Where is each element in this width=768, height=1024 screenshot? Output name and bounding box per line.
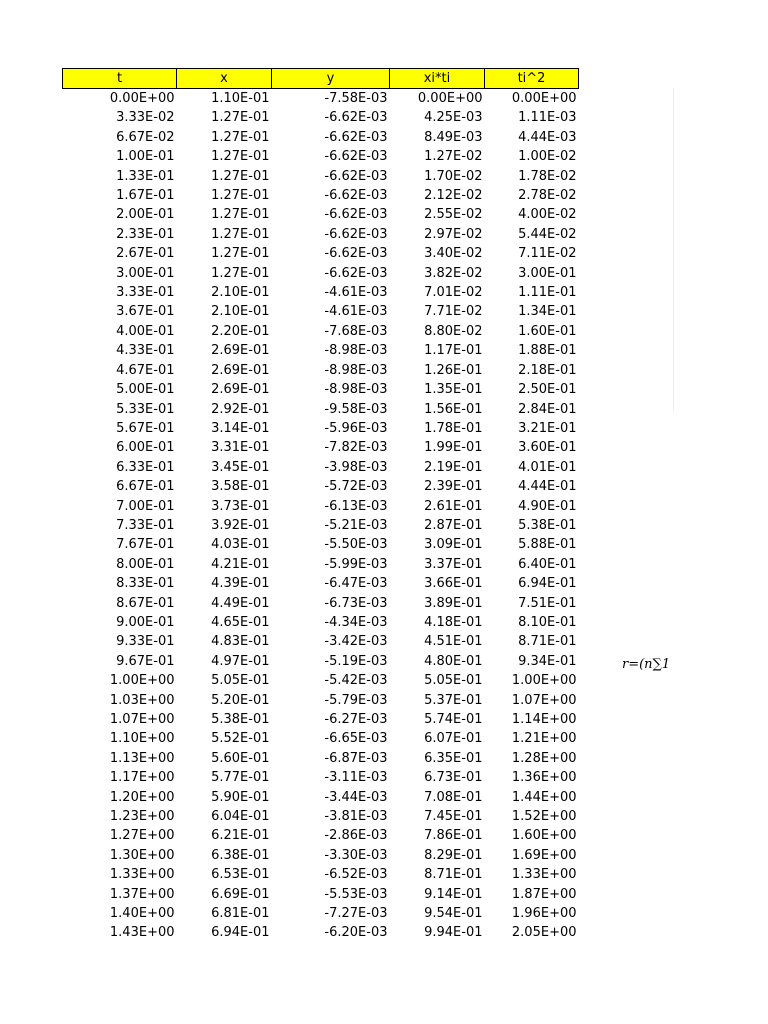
xi-ti-cell[interactable]: 3.82E-02 [424, 265, 483, 281]
ti-squared-cell[interactable]: 1.14E+00 [511, 712, 577, 727]
xi-ti-cell[interactable]: 1.56E-01 [424, 401, 483, 417]
table-row [63, 167, 579, 186]
x-cell[interactable]: 1.27E-01 [211, 149, 270, 165]
x-cell[interactable]: 6.81E-01 [211, 906, 270, 922]
table-row [63, 516, 579, 535]
table-row [63, 594, 579, 613]
x-cell[interactable]: 3.45E-01 [211, 459, 270, 475]
xi-ti-cell[interactable]: 5.05E-01 [424, 673, 483, 689]
ti-squared-cell[interactable]: 4.00E-02 [518, 207, 577, 223]
y-cell[interactable]: -5.50E-03 [324, 537, 388, 553]
table-row [63, 865, 579, 884]
table-row [63, 361, 579, 380]
x-cell[interactable]: 4.97E-01 [211, 653, 270, 669]
xi-ti-cell[interactable]: 9.94E-01 [424, 925, 483, 941]
table-row [63, 535, 579, 554]
y-cell[interactable]: -3.42E-03 [324, 634, 388, 650]
ti-squared-cell[interactable]: 6.40E-01 [518, 556, 577, 572]
t-cell[interactable]: 9.33E-01 [116, 634, 175, 650]
y-cell[interactable]: -5.53E-03 [324, 886, 388, 902]
t-cell[interactable]: 5.33E-01 [116, 401, 175, 417]
xi-ti-cell[interactable]: 2.12E-02 [424, 188, 483, 204]
ti-squared-cell[interactable]: 3.60E-01 [518, 440, 577, 456]
t-cell[interactable]: 1.00E+00 [109, 673, 175, 689]
table-row [63, 807, 579, 826]
xi-ti-cell[interactable]: 9.14E-01 [424, 886, 483, 902]
y-cell[interactable]: -6.62E-03 [324, 110, 388, 126]
table-row [63, 380, 579, 399]
t-cell[interactable]: 1.13E+00 [109, 750, 175, 766]
x-cell[interactable]: 5.20E-01 [211, 692, 270, 708]
xi-ti-cell[interactable]: 8.49E-03 [424, 129, 483, 145]
table-row [63, 652, 579, 671]
xi-ti-cell[interactable]: 2.19E-01 [424, 459, 483, 475]
formula-text[interactable]: r=(n∑1 [622, 657, 671, 672]
xi-ti-cell[interactable]: 4.25E-03 [424, 110, 483, 126]
x-cell[interactable]: 2.10E-01 [211, 304, 270, 320]
table-row [63, 904, 579, 923]
x-cell[interactable]: 2.10E-01 [211, 285, 270, 301]
ti-squared-cell[interactable]: 5.44E-02 [518, 226, 577, 242]
ti-squared-cell[interactable]: 2.84E-01 [518, 401, 577, 417]
y-cell[interactable]: -5.21E-03 [324, 517, 388, 533]
t-cell[interactable]: 8.67E-01 [116, 595, 175, 611]
y-cell[interactable]: -6.62E-03 [324, 149, 388, 165]
y-cell[interactable]: -6.62E-03 [324, 246, 388, 262]
ti-squared-cell[interactable]: 1.28E+00 [511, 750, 577, 766]
y-cell[interactable]: -9.58E-03 [324, 401, 388, 417]
ti-squared-cell[interactable]: 1.87E+00 [511, 886, 577, 902]
x-cell[interactable]: 1.27E-01 [211, 168, 270, 184]
table-row [63, 671, 579, 690]
y-cell[interactable]: -4.34E-03 [324, 614, 388, 630]
t-cell[interactable]: 1.23E+00 [109, 809, 175, 825]
y-cell[interactable]: -7.58E-03 [324, 91, 388, 106]
y-cell[interactable]: -6.47E-03 [324, 576, 388, 592]
t-cell[interactable]: 9.67E-01 [116, 653, 175, 669]
table-row [63, 826, 579, 845]
y-cell[interactable]: -4.61E-03 [324, 285, 388, 301]
x-cell[interactable]: 3.73E-01 [211, 498, 270, 514]
ti-squared-cell[interactable]: 3.00E-01 [518, 265, 577, 281]
xi-ti-cell[interactable]: 1.70E-02 [424, 168, 483, 184]
column-header-ti-squared[interactable]: ti^2 [485, 69, 579, 89]
xi-ti-cell[interactable]: 4.18E-01 [424, 614, 483, 630]
y-cell[interactable]: -3.81E-03 [324, 809, 388, 825]
table-row [63, 341, 579, 360]
y-cell[interactable]: -7.82E-03 [324, 440, 388, 456]
y-cell[interactable]: -5.72E-03 [324, 479, 388, 495]
table-row [63, 477, 579, 496]
t-cell[interactable]: 0.00E+00 [109, 91, 175, 106]
xi-ti-cell[interactable]: 5.37E-01 [424, 692, 483, 708]
data-table [62, 68, 579, 943]
xi-ti-cell[interactable]: 9.54E-01 [424, 906, 483, 922]
x-cell[interactable]: 1.27E-01 [211, 226, 270, 242]
column-header-xi-ti[interactable]: xi*ti [390, 69, 485, 89]
y-cell[interactable]: -5.79E-03 [324, 692, 388, 708]
y-cell[interactable]: -6.65E-03 [324, 731, 388, 747]
x-cell[interactable]: 2.92E-01 [211, 401, 270, 417]
x-cell[interactable]: 1.10E-01 [211, 91, 270, 106]
ti-squared-cell[interactable]: 9.34E-01 [518, 653, 577, 669]
x-cell[interactable]: 5.77E-01 [211, 770, 270, 786]
xi-ti-cell[interactable]: 3.66E-01 [424, 576, 483, 592]
x-cell[interactable]: 4.83E-01 [211, 634, 270, 650]
y-cell[interactable]: -3.30E-03 [324, 847, 388, 863]
x-cell[interactable]: 5.90E-01 [211, 789, 270, 805]
ti-squared-cell[interactable]: 1.60E-01 [518, 323, 577, 339]
table-row [63, 632, 579, 651]
y-cell[interactable]: -8.98E-03 [324, 382, 388, 398]
table-row [63, 400, 579, 419]
xi-ti-cell[interactable]: 3.89E-01 [424, 595, 483, 611]
y-cell[interactable]: -3.98E-03 [324, 459, 388, 475]
y-cell[interactable]: -4.61E-03 [324, 304, 388, 320]
ti-squared-cell[interactable]: 2.78E-02 [518, 188, 577, 204]
t-cell[interactable]: 1.37E+00 [109, 886, 175, 902]
table-row [63, 555, 579, 574]
table-row [63, 458, 579, 477]
x-cell[interactable]: 5.52E-01 [211, 731, 270, 747]
t-cell[interactable]: 1.43E+00 [109, 925, 175, 941]
ti-squared-cell[interactable]: 2.50E-01 [518, 382, 577, 398]
y-cell[interactable]: -6.62E-03 [324, 265, 388, 281]
xi-ti-cell[interactable]: 3.40E-02 [424, 246, 483, 262]
x-cell[interactable]: 4.39E-01 [211, 576, 270, 592]
t-cell[interactable]: 8.33E-01 [116, 576, 175, 592]
column-divider [673, 88, 674, 412]
ti-squared-cell[interactable]: 1.96E+00 [511, 906, 577, 922]
header-row [63, 69, 579, 89]
xi-ti-cell[interactable]: 5.74E-01 [424, 712, 483, 727]
t-cell[interactable]: 4.00E-01 [116, 323, 175, 339]
table-row [63, 497, 579, 516]
ti-squared-cell[interactable]: 1.07E+00 [511, 692, 577, 708]
x-cell[interactable]: 1.27E-01 [211, 246, 270, 262]
ti-squared-cell[interactable]: 1.44E+00 [511, 789, 577, 805]
xi-ti-cell[interactable]: 2.87E-01 [424, 517, 483, 533]
t-cell[interactable]: 4.33E-01 [116, 343, 175, 359]
x-cell[interactable]: 4.03E-01 [211, 537, 270, 553]
table-row [63, 244, 579, 263]
y-cell[interactable]: -7.68E-03 [324, 323, 388, 339]
xi-ti-cell[interactable]: 2.97E-02 [424, 226, 483, 242]
x-cell[interactable]: 1.27E-01 [211, 129, 270, 145]
xi-ti-cell[interactable]: 8.29E-01 [424, 847, 483, 863]
x-cell[interactable]: 1.27E-01 [211, 207, 270, 223]
ti-squared-cell[interactable]: 4.90E-01 [518, 498, 577, 514]
table-row [63, 302, 579, 321]
y-cell[interactable]: -5.42E-03 [324, 673, 388, 689]
xi-ti-cell[interactable]: 2.39E-01 [424, 479, 483, 495]
ti-squared-cell[interactable]: 5.88E-01 [518, 537, 577, 553]
xi-ti-cell[interactable]: 6.07E-01 [424, 731, 483, 747]
t-cell[interactable]: 2.00E-01 [116, 207, 175, 223]
ti-squared-cell[interactable]: 4.44E-03 [518, 129, 577, 145]
y-cell[interactable]: -6.52E-03 [324, 867, 388, 883]
ti-squared-cell[interactable]: 8.71E-01 [518, 634, 577, 650]
y-cell[interactable]: -3.11E-03 [324, 770, 388, 786]
y-cell[interactable]: -6.20E-03 [324, 925, 388, 941]
ti-squared-cell[interactable]: 1.60E+00 [511, 828, 577, 844]
t-cell[interactable]: 3.33E-01 [116, 285, 175, 301]
ti-squared-cell[interactable]: 7.51E-01 [518, 595, 577, 611]
x-cell[interactable]: 6.38E-01 [211, 847, 270, 863]
xi-ti-cell[interactable]: 7.71E-02 [424, 304, 483, 320]
x-cell[interactable]: 1.27E-01 [211, 188, 270, 204]
t-cell[interactable]: 1.27E+00 [109, 828, 175, 844]
ti-squared-cell[interactable]: 1.36E+00 [511, 770, 577, 786]
ti-squared-cell[interactable]: 1.33E+00 [511, 867, 577, 883]
t-cell[interactable]: 1.00E-01 [116, 149, 175, 165]
x-cell[interactable]: 2.69E-01 [211, 382, 270, 398]
t-cell[interactable]: 7.33E-01 [116, 517, 175, 533]
y-cell[interactable]: -6.62E-03 [324, 188, 388, 204]
x-cell[interactable]: 5.60E-01 [211, 750, 270, 766]
xi-ti-cell[interactable]: 2.61E-01 [424, 498, 483, 514]
t-cell[interactable]: 6.67E-02 [116, 129, 175, 145]
y-cell[interactable]: -6.27E-03 [324, 712, 388, 727]
x-cell[interactable]: 6.94E-01 [211, 925, 270, 941]
xi-ti-cell[interactable]: 7.45E-01 [424, 809, 483, 825]
table-row [63, 108, 579, 127]
column-header-x[interactable]: x [177, 69, 272, 89]
xi-ti-cell[interactable]: 1.78E-01 [424, 420, 483, 436]
xi-ti-cell[interactable]: 7.01E-02 [424, 285, 483, 301]
x-cell[interactable]: 5.05E-01 [211, 673, 270, 689]
xi-ti-cell[interactable]: 3.09E-01 [424, 537, 483, 553]
ti-squared-cell[interactable]: 1.21E+00 [511, 731, 577, 747]
y-cell[interactable]: -5.99E-03 [324, 556, 388, 572]
t-cell[interactable]: 7.00E-01 [116, 498, 175, 514]
table-row [63, 574, 579, 593]
xi-ti-cell[interactable]: 7.08E-01 [424, 789, 483, 805]
table-row [63, 691, 579, 710]
t-cell[interactable]: 3.00E-01 [116, 265, 175, 281]
ti-squared-cell[interactable]: 3.21E-01 [518, 420, 577, 436]
ti-squared-cell[interactable]: 1.11E-01 [518, 285, 577, 301]
t-cell[interactable]: 3.33E-02 [116, 110, 175, 126]
table-row [63, 128, 579, 147]
xi-ti-cell[interactable]: 4.51E-01 [424, 634, 483, 650]
t-cell[interactable]: 6.67E-01 [116, 479, 175, 495]
y-cell[interactable]: -6.62E-03 [324, 207, 388, 223]
t-cell[interactable]: 1.03E+00 [109, 692, 175, 708]
ti-squared-cell[interactable]: 1.88E-01 [518, 343, 577, 359]
table-row [63, 205, 579, 224]
ti-squared-cell[interactable]: 2.05E+00 [511, 925, 577, 941]
x-cell[interactable]: 2.20E-01 [211, 323, 270, 339]
table-row [63, 438, 579, 457]
y-cell[interactable]: -7.27E-03 [324, 906, 388, 922]
y-cell[interactable]: -5.19E-03 [324, 653, 388, 669]
table-row [63, 788, 579, 807]
y-cell[interactable]: -6.62E-03 [324, 226, 388, 242]
y-cell[interactable]: -6.62E-03 [324, 129, 388, 145]
table-row [63, 885, 579, 904]
y-cell[interactable]: -6.73E-03 [324, 595, 388, 611]
x-cell[interactable]: 2.69E-01 [211, 362, 270, 378]
ti-squared-cell[interactable]: 8.10E-01 [518, 614, 577, 630]
t-cell[interactable]: 4.67E-01 [116, 362, 175, 378]
x-cell[interactable]: 3.58E-01 [211, 479, 270, 495]
ti-squared-cell[interactable]: 4.01E-01 [518, 459, 577, 475]
x-cell[interactable]: 3.14E-01 [211, 420, 270, 436]
xi-ti-cell[interactable]: 0.00E+00 [417, 91, 483, 106]
x-cell[interactable]: 6.21E-01 [211, 828, 270, 844]
table-header [63, 69, 579, 89]
table-row [63, 710, 579, 729]
t-cell[interactable]: 6.33E-01 [116, 459, 175, 475]
ti-squared-cell[interactable]: 5.38E-01 [518, 517, 577, 533]
t-cell[interactable]: 1.10E+00 [109, 731, 175, 747]
xi-ti-cell[interactable]: 6.35E-01 [424, 750, 483, 766]
xi-ti-cell[interactable]: 1.27E-02 [424, 149, 483, 165]
x-cell[interactable]: 1.27E-01 [211, 110, 270, 126]
xi-ti-cell[interactable]: 4.80E-01 [424, 653, 483, 669]
xi-ti-cell[interactable]: 7.86E-01 [424, 828, 483, 844]
ti-squared-cell[interactable]: 1.69E+00 [511, 847, 577, 863]
t-cell[interactable]: 1.07E+00 [109, 712, 175, 727]
x-cell[interactable]: 1.27E-01 [211, 265, 270, 281]
table-row [63, 768, 579, 787]
table-row [63, 89, 579, 109]
xi-ti-cell[interactable]: 1.99E-01 [424, 440, 483, 456]
xi-ti-cell[interactable]: 6.73E-01 [424, 770, 483, 786]
ti-squared-cell[interactable]: 6.94E-01 [518, 576, 577, 592]
table-row [63, 264, 579, 283]
table-row [63, 846, 579, 865]
table-row [63, 419, 579, 438]
ti-squared-cell[interactable]: 0.00E+00 [511, 91, 577, 106]
table-row [63, 749, 579, 768]
table-row [63, 147, 579, 166]
column-header-y[interactable]: y [272, 69, 390, 89]
table-row [63, 729, 579, 748]
ti-squared-cell[interactable]: 1.11E-03 [518, 110, 577, 126]
t-cell[interactable]: 5.00E-01 [116, 382, 175, 398]
xi-ti-cell[interactable]: 1.17E-01 [424, 343, 483, 359]
xi-ti-cell[interactable]: 3.37E-01 [424, 556, 483, 572]
table-body [63, 89, 579, 943]
table-row [63, 613, 579, 632]
x-cell[interactable]: 3.31E-01 [211, 440, 270, 456]
x-cell[interactable]: 3.92E-01 [211, 517, 270, 533]
table-row [63, 225, 579, 244]
ti-squared-cell[interactable]: 4.44E-01 [518, 479, 577, 495]
table-row [63, 322, 579, 341]
ti-squared-cell[interactable]: 1.34E-01 [518, 304, 577, 320]
t-cell[interactable]: 1.67E-01 [116, 188, 175, 204]
x-cell[interactable]: 4.49E-01 [211, 595, 270, 611]
t-cell[interactable]: 9.00E-01 [116, 614, 175, 630]
t-cell[interactable]: 7.67E-01 [116, 537, 175, 553]
y-cell[interactable]: -3.44E-03 [324, 789, 388, 805]
xi-ti-cell[interactable]: 2.55E-02 [424, 207, 483, 223]
xi-ti-cell[interactable]: 8.80E-02 [424, 323, 483, 339]
t-cell[interactable]: 8.00E-01 [116, 556, 175, 572]
ti-squared-cell[interactable]: 1.00E+00 [511, 673, 577, 689]
y-cell[interactable]: -8.98E-03 [324, 362, 388, 378]
x-cell[interactable]: 6.53E-01 [211, 867, 270, 883]
ti-squared-cell[interactable]: 7.11E-02 [518, 246, 577, 262]
y-cell[interactable]: -2.86E-03 [324, 828, 388, 844]
x-cell[interactable]: 6.04E-01 [211, 809, 270, 825]
y-cell[interactable]: -5.96E-03 [324, 420, 388, 436]
x-cell[interactable]: 2.69E-01 [211, 343, 270, 359]
t-cell[interactable]: 6.00E-01 [116, 440, 175, 456]
x-cell[interactable]: 4.65E-01 [211, 614, 270, 630]
ti-squared-cell[interactable]: 1.52E+00 [511, 809, 577, 825]
t-cell[interactable]: 2.33E-01 [116, 226, 175, 242]
ti-squared-cell[interactable]: 1.00E-02 [518, 149, 577, 165]
table-row [63, 923, 579, 942]
xi-ti-cell[interactable]: 8.71E-01 [424, 867, 483, 883]
xi-ti-cell[interactable]: 1.26E-01 [424, 362, 483, 378]
t-cell[interactable]: 1.20E+00 [109, 789, 175, 805]
ti-squared-cell[interactable]: 1.78E-02 [518, 168, 577, 184]
column-header-t[interactable]: t [63, 69, 177, 89]
table-row [63, 186, 579, 205]
ti-squared-cell[interactable]: 2.18E-01 [518, 362, 577, 378]
t-cell[interactable]: 5.67E-01 [116, 420, 175, 436]
y-cell[interactable]: -6.87E-03 [324, 750, 388, 766]
t-cell[interactable]: 1.17E+00 [109, 770, 175, 786]
t-cell[interactable]: 1.33E-01 [116, 168, 175, 184]
y-cell[interactable]: -6.62E-03 [324, 168, 388, 184]
xi-ti-cell[interactable]: 1.35E-01 [424, 382, 483, 398]
table-row [63, 283, 579, 302]
y-cell[interactable]: -6.13E-03 [324, 498, 388, 514]
t-cell[interactable]: 1.40E+00 [109, 906, 175, 922]
x-cell[interactable]: 5.38E-01 [211, 712, 270, 727]
x-cell[interactable]: 6.69E-01 [211, 886, 270, 902]
t-cell[interactable]: 1.33E+00 [109, 867, 175, 883]
t-cell[interactable]: 3.67E-01 [116, 304, 175, 320]
t-cell[interactable]: 2.67E-01 [116, 246, 175, 262]
t-cell[interactable]: 1.30E+00 [109, 847, 175, 863]
x-cell[interactable]: 4.21E-01 [211, 556, 270, 572]
y-cell[interactable]: -8.98E-03 [324, 343, 388, 359]
